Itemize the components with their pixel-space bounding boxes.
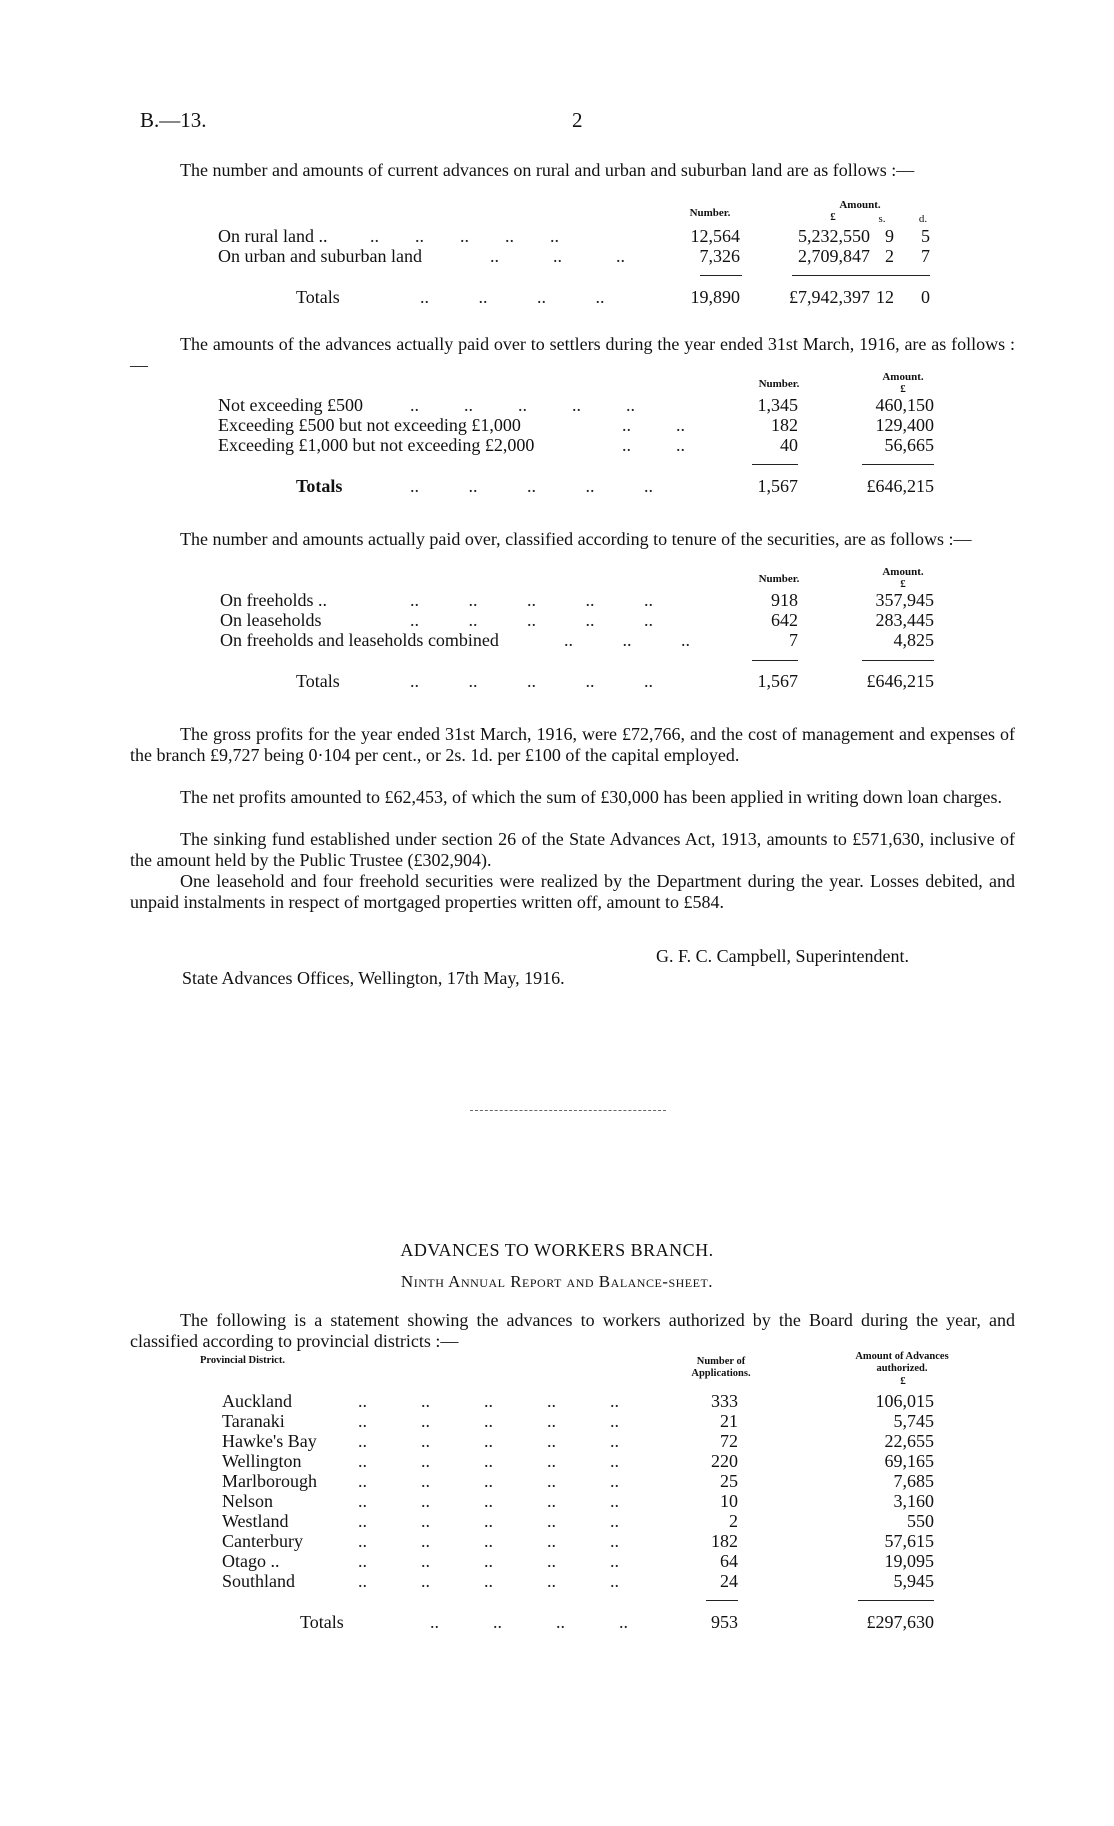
row-shillings: 2 <box>885 246 894 266</box>
row-label: Exceeding £500 but not exceeding £1,000 <box>218 415 521 435</box>
applications-count: 64 <box>720 1551 738 1571</box>
advance-amount: 5,945 <box>893 1571 934 1591</box>
document-reference: B.—13. <box>140 108 207 132</box>
row-label: On leaseholds <box>220 610 322 630</box>
total-amount: £646,215 <box>866 671 934 691</box>
row-label: On freeholds .. <box>220 590 327 610</box>
section3-unit: £ <box>900 578 906 590</box>
row-amount: 129,400 <box>875 415 934 435</box>
advance-amount: 57,615 <box>884 1531 934 1551</box>
district-name: Taranaki <box>222 1411 285 1431</box>
sinking-fund-paragraph: The sinking fund established under section 26 of the State Advances Act, 1913, amounts to £571,630, inclusive of the amount held by the Public Trustee (£302,904). <box>130 829 1015 870</box>
row-amount: 460,150 <box>875 395 934 415</box>
total-applications: 953 <box>711 1612 738 1632</box>
row-pence: 5 <box>921 226 930 246</box>
total-label: Totals <box>300 1612 344 1632</box>
section1-pounds-unit: £ <box>830 211 836 223</box>
advance-amount: 19,095 <box>884 1551 934 1571</box>
advance-amount: 106,015 <box>875 1391 934 1411</box>
applications-count: 72 <box>720 1431 738 1451</box>
district-name: Southland <box>222 1571 296 1591</box>
section3-number-header: Number. <box>758 573 800 585</box>
section1-intro: The number and amounts of current advances on rural and urban and suburban land are as follows :— <box>180 160 915 180</box>
subtotal-rule <box>706 1600 738 1601</box>
total-shillings: 12 <box>876 287 894 307</box>
workers-title: ADVANCES TO WORKERS BRANCH. <box>400 1240 714 1260</box>
section3-intro: The number and amounts actually paid over, classified according to tenure of the securities, are as follows :— <box>180 529 972 549</box>
subtotal-rule <box>700 275 742 276</box>
row-label: On rural land .. <box>218 226 328 246</box>
total-label: Totals <box>296 476 343 496</box>
row-label: On urban and suburban land <box>218 246 422 266</box>
total-pence: 0 <box>921 287 930 307</box>
signature: G. F. C. Campbell, Superintendent. <box>656 946 910 966</box>
total-number: 1,567 <box>757 476 798 496</box>
total-pounds: £7,942,397 <box>789 287 870 307</box>
district-name: Canterbury <box>222 1531 303 1551</box>
total-label: Totals <box>296 671 340 691</box>
row-amount: 56,665 <box>884 435 934 455</box>
section2-amount-header: Amount. <box>882 371 924 383</box>
total-amount: £646,215 <box>866 476 934 496</box>
section2-number-header: Number. <box>758 378 800 390</box>
subtotal-rule <box>752 660 798 661</box>
district-name: Hawke's Bay <box>222 1431 317 1451</box>
applications-count: 333 <box>711 1391 738 1411</box>
applications-count: 24 <box>720 1571 738 1591</box>
district-name: Otago .. <box>222 1551 280 1571</box>
section1-shillings-unit: s. <box>878 213 886 225</box>
row-amount: 4,825 <box>893 630 934 650</box>
applications-count: 10 <box>720 1491 738 1511</box>
row-number: 182 <box>771 415 798 435</box>
advance-amount: 22,655 <box>884 1431 934 1451</box>
row-number: 918 <box>771 590 798 610</box>
advance-amount: 550 <box>907 1511 934 1531</box>
section-divider <box>470 1110 666 1111</box>
row-shillings: 9 <box>885 226 894 246</box>
section1-amount-header: Amount. <box>839 199 881 211</box>
securities-paragraph: One leasehold and four freehold securities were realized by the Department during the year. Losses debited, and unpaid instalments in respect of mortgaged properties written off, amount to £584. <box>130 871 1015 912</box>
page-number: 2 <box>572 108 583 132</box>
subtotal-rule <box>792 275 930 276</box>
section1-number-header: Number. <box>689 207 731 219</box>
district-name: Westland <box>222 1511 289 1531</box>
applications-count: 182 <box>711 1531 738 1551</box>
row-number: 40 <box>780 435 798 455</box>
row-amount: 283,445 <box>875 610 934 630</box>
row-number: 642 <box>771 610 798 630</box>
workers-subtitle: Ninth Annual Report and Balance-sheet. <box>400 1272 714 1291</box>
section2-unit: £ <box>900 383 906 395</box>
row-number: 7 <box>789 630 798 650</box>
applications-count: 2 <box>729 1511 738 1531</box>
net-profits-paragraph: The net profits amounted to £62,453, of which the sum of £30,000 has been applied in writing down loan charges. <box>180 787 1003 807</box>
row-pounds: 5,232,550 <box>798 226 870 246</box>
subtotal-rule <box>862 464 934 465</box>
district-name: Auckland <box>222 1391 292 1411</box>
amount-header: Amount of Advances authorized. <box>855 1351 949 1374</box>
total-label: Totals <box>296 287 340 307</box>
row-label: On freeholds and leaseholds combined <box>220 630 499 650</box>
profits-paragraph: The gross profits for the year ended 31st March, 1916, were £72,766, and the cost of management and expenses of the branch £9,727 being 0·104 per cent., or 2s. 1d. per £100 of the capital employed. <box>130 724 1015 765</box>
applications-header: Number of Applications. <box>691 1356 751 1379</box>
applications-count: 220 <box>711 1451 738 1471</box>
row-pounds: 2,709,847 <box>798 246 870 266</box>
office-date: State Advances Offices, Wellington, 17th May, 1916. <box>182 968 565 988</box>
total-amount: £297,630 <box>866 1612 934 1632</box>
advance-amount: 5,745 <box>893 1411 934 1431</box>
district-name: Wellington <box>222 1451 302 1471</box>
total-number: 19,890 <box>690 287 740 307</box>
total-number: 1,567 <box>757 671 798 691</box>
row-number: 1,345 <box>757 395 798 415</box>
subtotal-rule <box>752 464 798 465</box>
row-amount: 357,945 <box>875 590 934 610</box>
row-label: Exceeding £1,000 but not exceeding £2,000 <box>218 435 535 455</box>
workers-intro: The following is a statement showing the advances to workers authorized by the Board during the year, and classified according to provincial districts :— <box>130 1310 1015 1351</box>
subtotal-rule <box>862 660 934 661</box>
section1-pence-unit: d. <box>918 213 928 225</box>
district-name: Nelson <box>222 1491 273 1511</box>
advance-amount: 69,165 <box>884 1451 934 1471</box>
row-pence: 7 <box>921 246 930 266</box>
amount-unit: £ <box>900 1375 906 1387</box>
section2-intro: The amounts of the advances actually paid over to settlers during the year ended 31st March, 1916, are as follows :— <box>130 334 1015 375</box>
district-name: Marlborough <box>222 1471 317 1491</box>
row-number: 7,326 <box>699 246 740 266</box>
row-label: Not exceeding £500 <box>218 395 363 415</box>
advance-amount: 7,685 <box>893 1471 934 1491</box>
subtotal-rule <box>858 1600 934 1601</box>
district-header: Provincial District. <box>200 1355 285 1366</box>
section3-amount-header: Amount. <box>882 566 924 578</box>
applications-count: 21 <box>720 1411 738 1431</box>
advance-amount: 3,160 <box>893 1491 934 1511</box>
applications-count: 25 <box>720 1471 738 1491</box>
row-number: 12,564 <box>690 226 740 246</box>
